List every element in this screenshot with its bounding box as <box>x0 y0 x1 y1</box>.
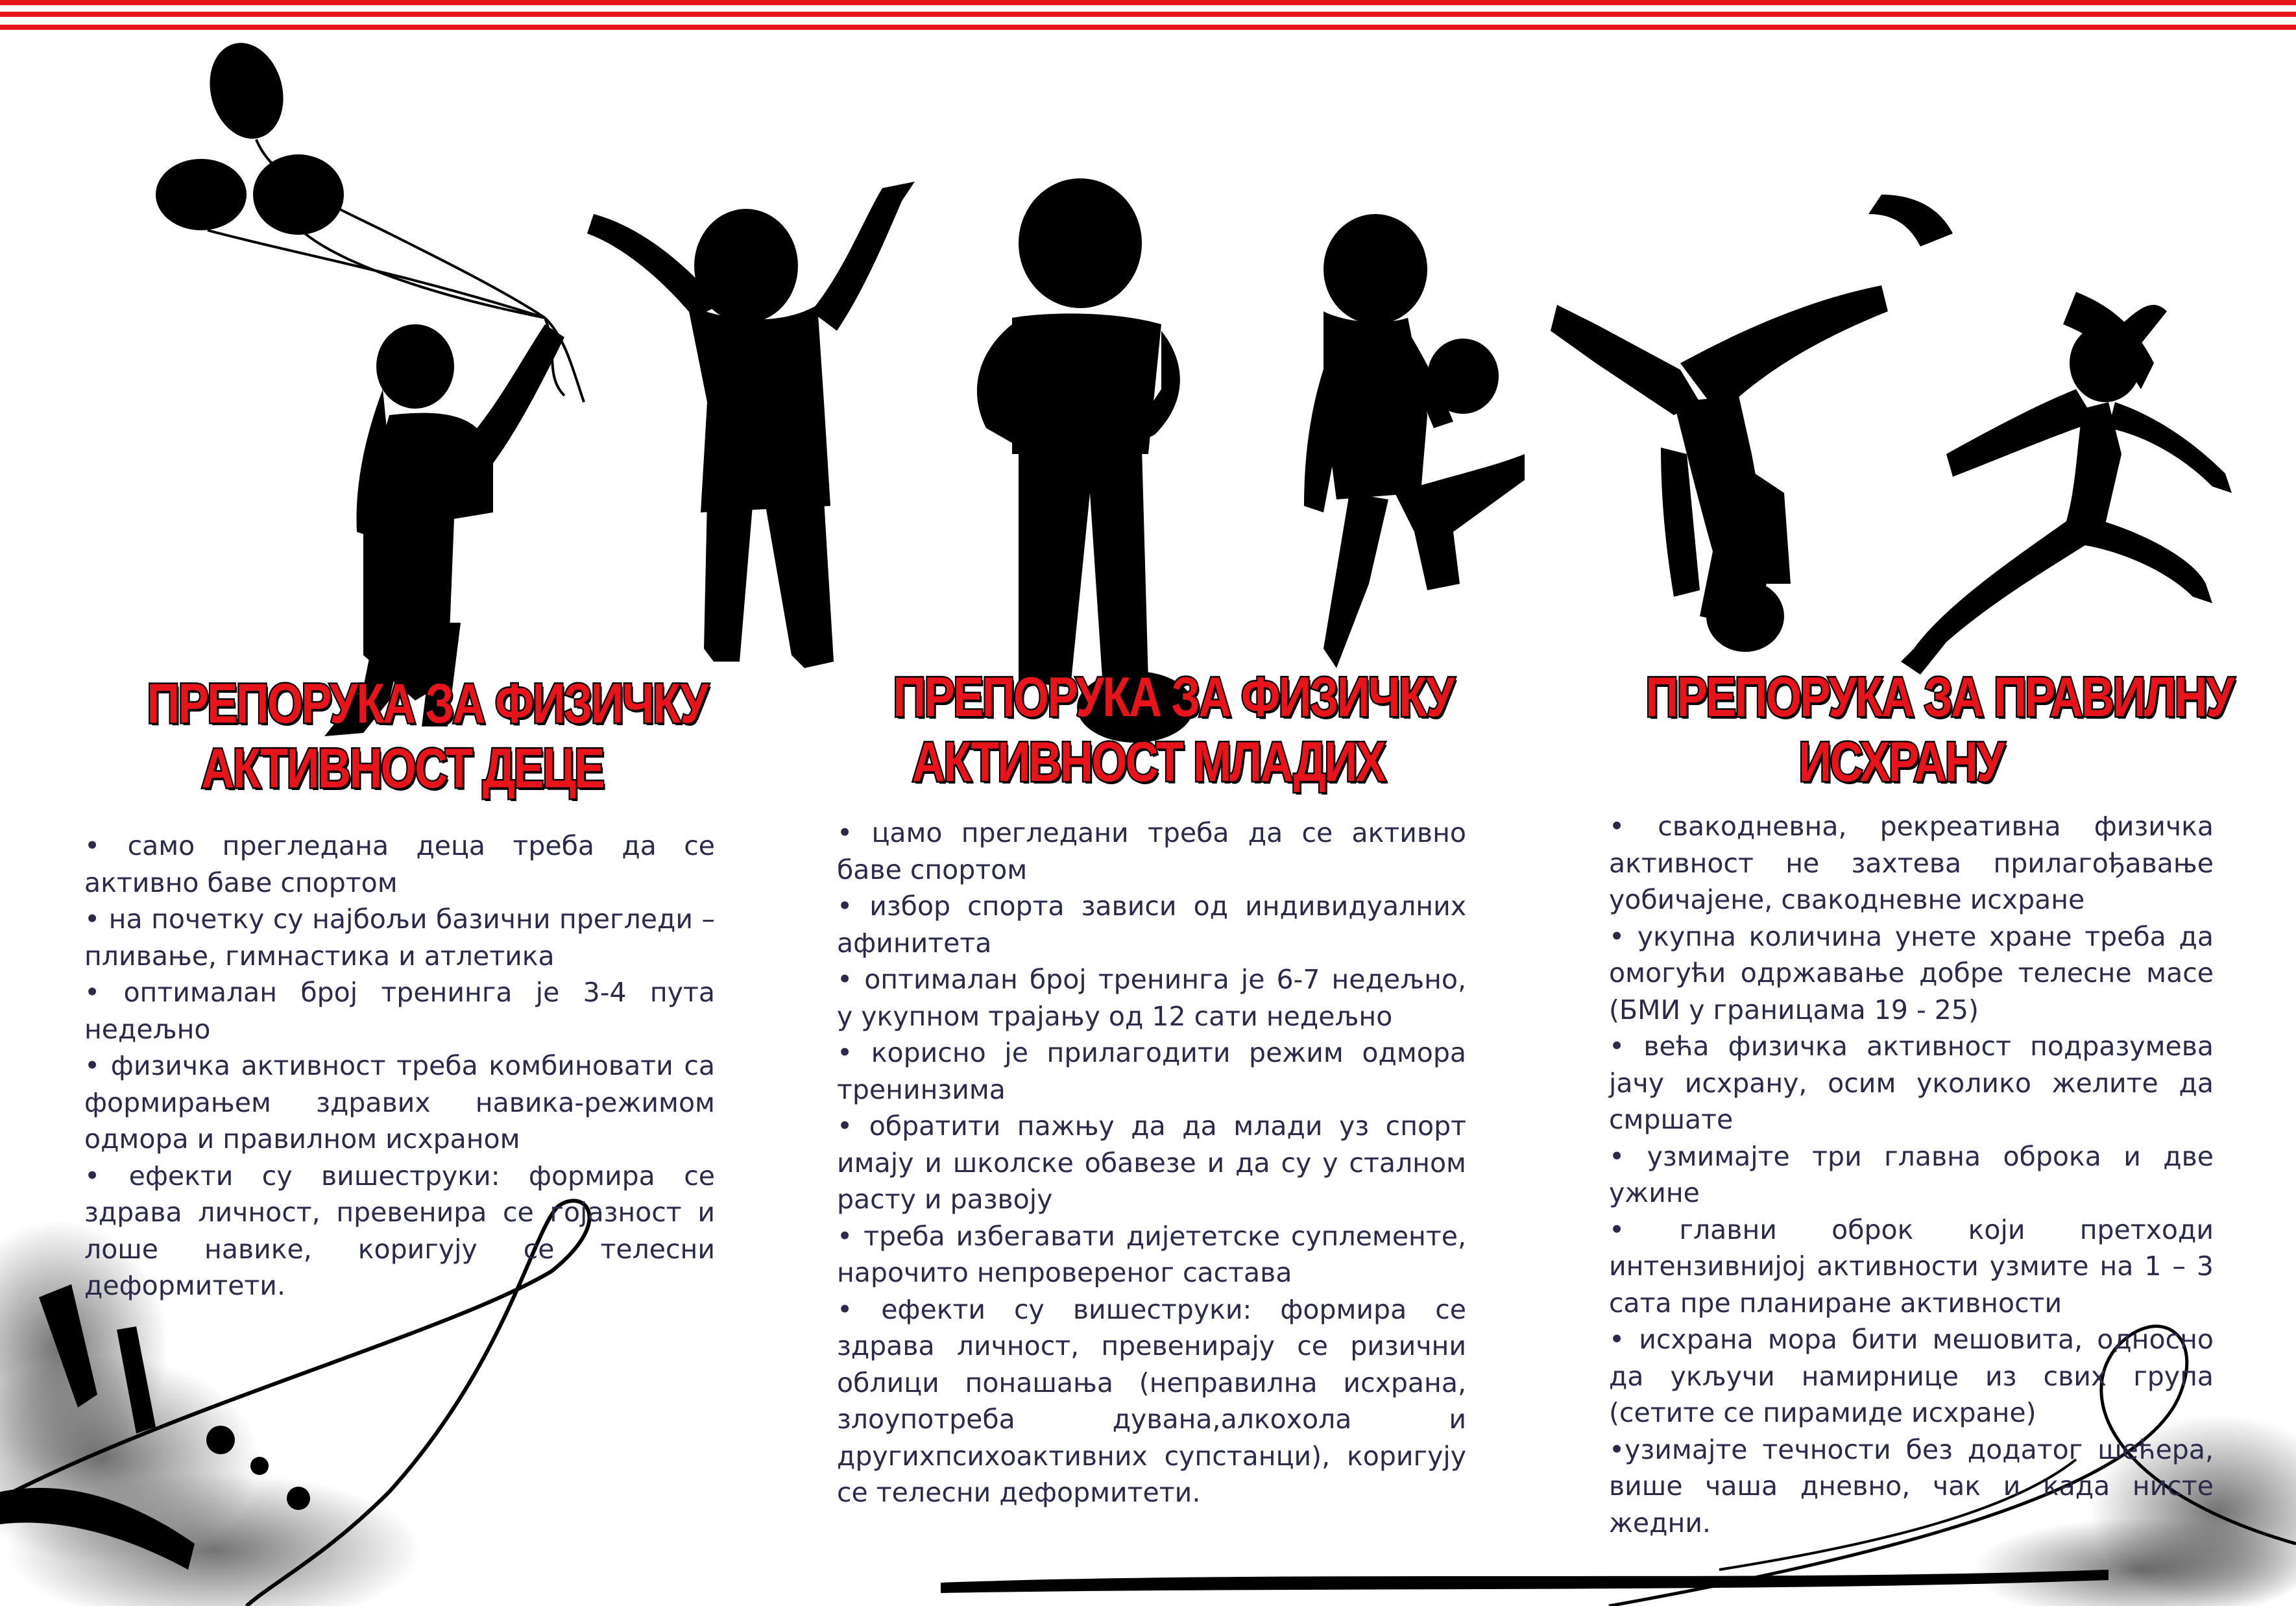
balloons-icon <box>156 34 344 235</box>
list-item: • на почетку су најбољи базични прегледи – пливање, гимнастика и атлетика <box>84 904 715 972</box>
list-item: • ефекти су вишеструки: формира се здрава личност, превенира се гојазност и лоше навике, коригују се телесни деформитети. <box>84 1160 715 1301</box>
column-children <box>84 828 715 1304</box>
heading-line-2: АКТИВНОСТ МЛАДИХ <box>912 731 1385 793</box>
list-item: • оптималан број тренинга је 3-4 пута недељно <box>84 977 715 1045</box>
list-item: • оптималан број тренинга је 6-7 недељно, у укупном трајању од 12 сати недељно <box>837 964 1466 1032</box>
list-item: • корисно је прилагодити режим одмора тренинзима <box>837 1037 1466 1105</box>
list-item: • исхрана мора бити мешовита, односно да укључи намирнице из свих група (сетите се пирамиде исхране) <box>1609 1324 2214 1428</box>
heading-proper-nutrition <box>1645 665 2233 795</box>
heading-children-activity <box>147 671 707 801</box>
list-item: • цамо прегледани треба да се активно баве спортом <box>837 817 1466 885</box>
list-item: • главни оброк који претходи интензивнијој активности узмите на 1 – 3 сата пре планиране активности <box>1609 1214 2214 1319</box>
heading-line-1: ПРЕПОРУКА ЗА ФИЗИЧКУ <box>893 666 1453 728</box>
list-item: • већа физичка активност подразумева јачу исхрану, осим уколико желите да смршате <box>1609 1031 2214 1135</box>
list-item: •узимајте течности без додатог шећера, више чаша дневно, чак и када нисте жедни. <box>1609 1433 2214 1539</box>
list-item: • физичка активност треба комбиновати са формирањем здравих навика-режимом одмора и правилном исхраном <box>84 1050 715 1155</box>
soccer-boy-silhouette-icon <box>1304 214 1525 668</box>
leaping-girl-silhouette-icon <box>1901 305 2232 675</box>
list-item: • свакодневна, рекреативна физичка активност не захтева прилагођавање уобичајене, свакодневне исхране <box>1609 811 2214 915</box>
heading-line-1: ПРЕПОРУКА ЗА ФИЗИЧКУ <box>147 673 707 735</box>
bottom-brush-line <box>941 1570 2109 1593</box>
heading-line-1: ПРЕПОРУКА ЗА ПРАВИЛНУ <box>1645 666 2233 728</box>
heading-youth-activity <box>893 665 1453 795</box>
list-item: • обратити пажњу да да млади уз спорт имају и школске обавезе и да су у сталном расту и развоју <box>837 1110 1466 1215</box>
list-item: • треба избегавати дијететске суплементе, нарочито непровереног састава <box>837 1220 1466 1288</box>
heading-line-2: АКТИВНОСТ ДЕЦЕ <box>201 737 603 800</box>
heading-line-2: ИСХРАНУ <box>1798 731 2003 793</box>
list-item: • избор спорта зависи од индивидуалних афинитета <box>837 891 1466 959</box>
list-item: • укупна количина унете хране треба да омогући одржавање добре телесне масе (БМИ у границама 19 - 25) <box>1609 920 2214 1025</box>
column-youth <box>837 815 1466 1511</box>
list-item: • узмимајте три главна оброка и две ужине <box>1609 1140 2214 1208</box>
jumping-boy-silhouette-icon <box>587 182 915 668</box>
list-item: • ефекти су вишеструки: формира се здрава личност, превенирају се ризични облици понашања (неправилна исхрана, злоупотреба дувана,алкохола и другихпсихоактивних супстанци), коригују се телесни деформитети. <box>837 1293 1466 1508</box>
list-item: • само прегледана деца треба да се активно баве спортом <box>84 830 715 898</box>
standing-boy-silhouette-icon <box>977 178 1194 743</box>
column-nutrition <box>1609 808 2214 1541</box>
